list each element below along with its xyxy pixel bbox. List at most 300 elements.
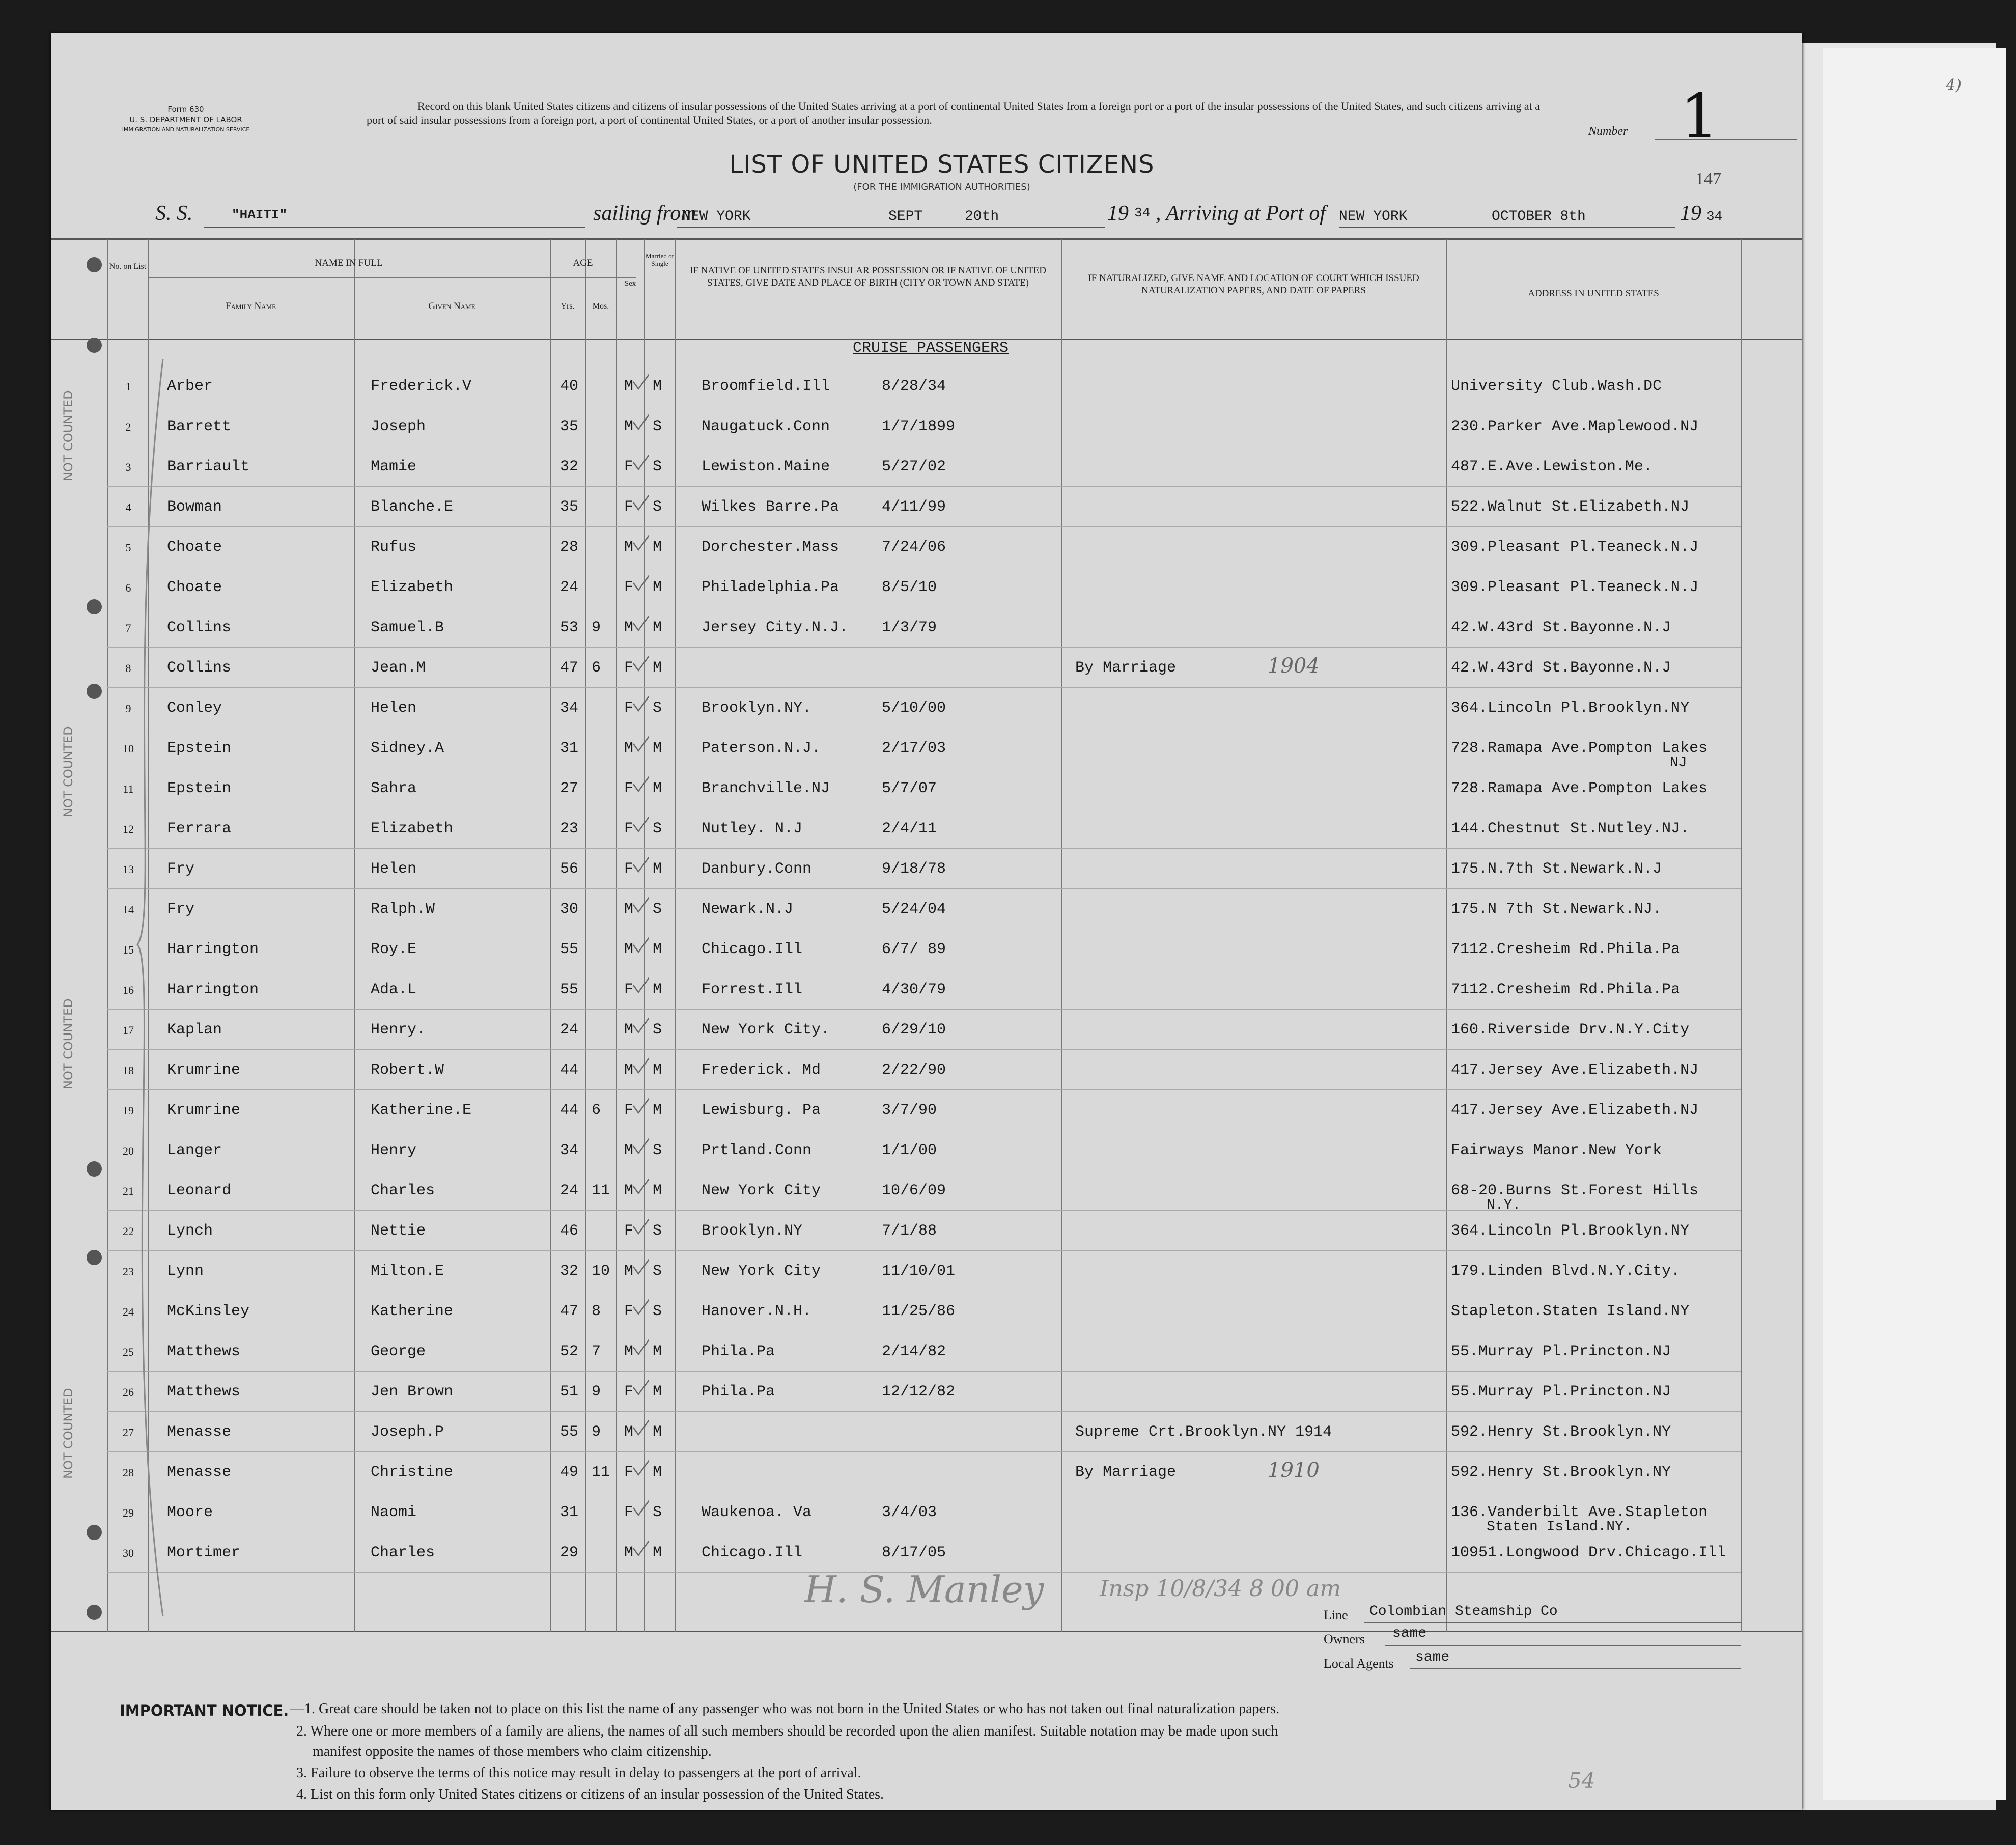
cell-address: 364.Lincoln Pl.Brooklyn.NY (1451, 1222, 1690, 1240)
cell-date: 11/25/86 (882, 1303, 956, 1320)
cell-given: Blanche.E (371, 498, 454, 516)
cell-family: Collins (167, 619, 232, 636)
header-address: ADDRESS IN UNITED STATES (1528, 288, 1659, 299)
department-name: U. S. DEPARTMENT OF LABOR (129, 115, 242, 124)
table-row (51, 1091, 1802, 1130)
cell-yrs: 47 (560, 659, 579, 677)
number-underline (1655, 139, 1797, 140)
cell-place: Phila.Pa (702, 1343, 775, 1360)
cell-nat: By Marriage (1075, 659, 1177, 677)
cell-address: 10951.Longwood Drv.Chicago.Ill (1451, 1544, 1726, 1561)
cell-sex: F (624, 1303, 634, 1320)
cell-yrs: 46 (560, 1222, 579, 1240)
cell-sex: M (624, 1021, 634, 1039)
row-rule (107, 687, 1741, 688)
cell-address: 417.Jersey Ave.Elizabeth.NJ (1451, 1061, 1699, 1079)
page-number: 147 (1695, 170, 1721, 188)
cell-family: Fry (167, 860, 195, 878)
row-rule (107, 1250, 1741, 1251)
cell-sex: F (624, 1504, 634, 1521)
cell-ms: M (653, 941, 662, 958)
pencil-check-icon (631, 894, 649, 915)
row-rule (107, 1089, 1741, 1090)
cell-date: 2/17/03 (882, 740, 946, 757)
from-port: NEW YORK (682, 209, 751, 225)
cell-given: Charles (371, 1544, 435, 1561)
pencil-check-icon (631, 372, 649, 392)
notice-heading: IMPORTANT NOTICE. (120, 1702, 289, 1719)
cell-ms: M (653, 1383, 662, 1401)
pencil-check-icon (631, 774, 649, 794)
cell-date: 9/18/78 (882, 860, 946, 878)
cell-address: 42.W.43rd St.Bayonne.N.J (1451, 659, 1671, 677)
cell-ms: S (653, 901, 662, 918)
cell-place: Nutley. N.J (702, 820, 803, 837)
cell-sex: M (624, 1423, 634, 1441)
cell-place: New York City (702, 1182, 821, 1199)
cell-date: 8/17/05 (882, 1544, 946, 1561)
cell-mos: 6 (592, 659, 601, 677)
cell-sex: M (624, 418, 634, 435)
cell-yrs: 24 (560, 579, 579, 596)
table-row (51, 889, 1802, 929)
cell-date: 3/4/03 (882, 1504, 937, 1521)
cell-given: Elizabeth (371, 820, 454, 837)
cell-address: 230.Parker Ave.Maplewood.NJ (1451, 418, 1699, 435)
cell-mos: 8 (592, 1303, 601, 1320)
pencil-check-icon (631, 1015, 649, 1036)
cell-no: 7 (125, 622, 131, 634)
cell-place: Prtland.Conn (702, 1142, 812, 1159)
header-mos: Mos. (592, 302, 609, 311)
cell-ms: M (653, 1102, 662, 1119)
cell-family: McKinsley (167, 1303, 250, 1320)
table-row (51, 487, 1802, 527)
cell-mos: 11 (592, 1182, 610, 1199)
cell-yrs: 44 (560, 1102, 579, 1119)
pencil-check-icon (631, 1136, 649, 1156)
cell-ms: M (653, 1464, 662, 1481)
cell-yrs: 55 (560, 941, 579, 958)
cell-no: 9 (125, 702, 131, 715)
cell-place: Paterson.N.J. (702, 740, 821, 757)
cell-ms: M (653, 740, 662, 757)
header-name-in-full: NAME IN FULL (315, 258, 383, 268)
pencil-check-icon (631, 693, 649, 714)
cell-nat: By Marriage (1075, 1464, 1177, 1481)
cell-no: 28 (123, 1466, 134, 1479)
cell-date: 10/6/09 (882, 1182, 946, 1199)
cell-family: Choate (167, 579, 222, 596)
cell-yrs: 30 (560, 901, 579, 918)
cell-no: 30 (123, 1547, 134, 1559)
cell-given: Ralph.W (371, 901, 435, 918)
pencil-check-icon (631, 452, 649, 472)
inspector-signature: H. S. Manley (804, 1568, 1044, 1611)
form-id-block (99, 104, 272, 135)
cell-mos: 9 (592, 1423, 601, 1441)
table-row (51, 1251, 1802, 1291)
cell-place: Phila.Pa (702, 1383, 775, 1401)
header-given-name: Given Name (428, 301, 475, 312)
cell-yrs: 52 (560, 1343, 579, 1360)
pencil-check-icon (631, 1498, 649, 1518)
cell-given: Charles (371, 1182, 435, 1199)
cell-ms: M (653, 1343, 662, 1360)
cell-address: 55.Murray Pl.Princton.NJ (1451, 1383, 1671, 1401)
cell-family: Choate (167, 539, 222, 556)
to-date: OCTOBER 8th (1492, 209, 1586, 225)
header-no: No. on List (109, 262, 147, 271)
cell-ms: S (653, 418, 662, 435)
cell-family: Lynch (167, 1222, 213, 1240)
cell-ms: S (653, 820, 662, 837)
cell-sex: M (624, 1343, 634, 1360)
table-row (51, 608, 1802, 648)
manifest-sheet (51, 33, 1802, 1810)
table-row (51, 688, 1802, 728)
cell-address-line2: Staten Island.NY. (1487, 1519, 1632, 1535)
cell-no: 20 (123, 1144, 134, 1157)
cell-yrs: 32 (560, 458, 579, 476)
form-subtitle: (FOR THE IMMIGRATION AUTHORITIES) (853, 182, 1030, 192)
cell-no: 8 (125, 662, 131, 675)
cell-family: Kaplan (167, 1021, 222, 1039)
cell-given: Naomi (371, 1504, 417, 1521)
cell-yrs: 32 (560, 1263, 579, 1280)
row-rule (107, 526, 1741, 527)
table-row (51, 407, 1802, 446)
cell-family: Krumrine (167, 1102, 241, 1119)
pencil-check-icon (631, 1256, 649, 1277)
cell-address: 7112.Cresheim Rd.Phila.Pa (1451, 981, 1681, 998)
cell-sex: F (624, 579, 634, 596)
cell-ms: M (653, 981, 662, 998)
cell-sex: M (624, 539, 634, 556)
cell-no: 22 (123, 1225, 134, 1238)
cell-family: Matthews (167, 1343, 241, 1360)
cell-ms: M (653, 1544, 662, 1561)
cell-date: 4/30/79 (882, 981, 946, 998)
cell-yrs: 31 (560, 740, 579, 757)
cell-date: 1/3/79 (882, 619, 937, 636)
header-yrs: Yrs. (561, 302, 575, 311)
from-year: 34 (1134, 205, 1151, 220)
table-row (51, 1010, 1802, 1050)
form-number: Form 630 (167, 105, 204, 114)
cell-date: 5/10/00 (882, 700, 946, 717)
cell-sex: F (624, 659, 634, 677)
from-day: 20th (965, 209, 999, 225)
arriving-label: , Arriving at Port of (1156, 202, 1326, 225)
cell-place: Forrest.Ill (702, 981, 803, 998)
row-rule (107, 888, 1741, 889)
form-title: LIST OF UNITED STATES CITIZENS (729, 150, 1155, 179)
cell-date: 12/12/82 (882, 1383, 956, 1401)
cell-given: Katherine.E (371, 1102, 472, 1119)
cell-given: Helen (371, 860, 417, 878)
cell-address: University Club.Wash.DC (1451, 378, 1662, 395)
table-row (51, 1211, 1802, 1251)
cell-family: Harrington (167, 941, 259, 958)
cell-yrs: 55 (560, 1423, 579, 1441)
cell-ms: M (653, 539, 662, 556)
cell-date: 6/29/10 (882, 1021, 946, 1039)
cell-yrs: 56 (560, 860, 579, 878)
to-year: 34 (1706, 209, 1723, 224)
header-age: AGE (573, 258, 593, 268)
notice-item-4: 4. List on this form only United States citizens or citizens of an insular possession of the United States. (296, 1786, 884, 1802)
line-value: Colombian Steamship Co (1369, 1604, 1558, 1619)
cell-yrs: 55 (560, 981, 579, 998)
cell-yrs: 31 (560, 1504, 579, 1521)
table-row (51, 447, 1802, 487)
cell-given: Jean.M (371, 659, 426, 677)
table-row (51, 367, 1802, 406)
notice-item-2-cont: manifest opposite the names of those members who claim citizenship. (313, 1744, 712, 1759)
cell-sex: F (624, 1102, 634, 1119)
cell-ms: M (653, 579, 662, 596)
cell-no: 25 (123, 1346, 134, 1358)
cell-place: Newark.N.J (702, 901, 794, 918)
notice-item-3: 3. Failure to observe the terms of this notice may result in delay to passengers at the port of arrival. (296, 1765, 861, 1781)
cell-family: Ferrara (167, 820, 232, 837)
cell-family: Lynn (167, 1263, 204, 1280)
cell-sex: F (624, 1464, 634, 1481)
cell-family: Bowman (167, 498, 222, 516)
cell-address: 42.W.43rd St.Bayonne.N.J (1451, 619, 1671, 636)
row-rule (107, 1371, 1741, 1372)
cell-sex: M (624, 740, 634, 757)
cell-place: Jersey City.N.J. (702, 619, 849, 636)
agents-underline (1410, 1668, 1741, 1669)
cell-ms: M (653, 619, 662, 636)
cell-no: 18 (123, 1064, 134, 1077)
pencil-check-icon (631, 935, 649, 955)
cell-family: Barrett (167, 418, 232, 435)
pencil-check-icon (631, 734, 649, 754)
pencil-check-icon (631, 975, 649, 995)
pencil-check-icon (631, 1096, 649, 1116)
cell-given: Mamie (371, 458, 417, 476)
cell-family: Barriault (167, 458, 250, 476)
cell-yrs: 47 (560, 1303, 579, 1320)
notice-body (290, 1701, 1792, 1810)
cell-given: Nettie (371, 1222, 426, 1240)
cell-ms: S (653, 1263, 662, 1280)
punch-hole (87, 1605, 102, 1620)
cell-place: Waukenoa. Va (702, 1504, 812, 1521)
cell-family: Collins (167, 659, 232, 677)
cell-family: Langer (167, 1142, 222, 1159)
to-port: NEW YORK (1339, 209, 1408, 225)
cell-given: Henry. (371, 1021, 426, 1039)
line-underline (1364, 1622, 1741, 1623)
cell-family: Leonard (167, 1182, 232, 1199)
punch-hole (87, 257, 102, 272)
pencil-check-icon (631, 1458, 649, 1478)
margin-stamp-not-counted: NOT COUNTED (61, 726, 75, 817)
pencil-check-icon (631, 533, 649, 553)
cell-yrs: 28 (560, 539, 579, 556)
cell-place: Lewisburg. Pa (702, 1102, 821, 1119)
cell-sex: F (624, 1383, 634, 1401)
footer-mark: 54 (1568, 1768, 1595, 1793)
cell-address: 175.N.7th St.Newark.N.J (1451, 860, 1662, 878)
header-naturalized: IF NATURALIZED, GIVE NAME AND LOCATION OF COURT WHICH ISSUED NATURALIZATION PAPERS, AND DATE OF PAPERS (1088, 273, 1419, 296)
cell-family: Moore (167, 1504, 213, 1521)
cell-no: 19 (123, 1104, 134, 1117)
cell-address: Fairways Manor.New York (1451, 1142, 1662, 1159)
cell-address-line2: NJ (1670, 755, 1687, 771)
cell-yrs: 34 (560, 700, 579, 717)
pencil-check-icon (631, 1216, 649, 1237)
cell-given: Rufus (371, 539, 417, 556)
agents-value: same (1415, 1650, 1450, 1665)
cell-date: 1/1/00 (882, 1142, 937, 1159)
table-row (51, 1412, 1802, 1452)
cell-sex: M (624, 1061, 634, 1079)
cell-address: 7112.Cresheim Rd.Phila.Pa (1451, 941, 1681, 958)
cell-mos: 11 (592, 1464, 610, 1481)
cell-place: Lewiston.Maine (702, 458, 830, 476)
cell-mos: 9 (592, 619, 601, 636)
cell-place: Frederick. Md (702, 1061, 821, 1079)
table-bottom-border (51, 1631, 1802, 1632)
service-name: IMMIGRATION AND NATURALIZATION SERVICE (122, 126, 250, 133)
cruise-passengers-heading: CRUISE PASSENGERS (853, 340, 1009, 357)
cell-given: Joseph (371, 418, 426, 435)
cell-family: Fry (167, 901, 195, 918)
table-row (51, 729, 1802, 771)
header-family-name: Family Name (225, 301, 276, 312)
blank-backing-sheet (1823, 48, 2006, 1800)
cell-no: 29 (123, 1506, 134, 1519)
cell-family: Matthews (167, 1383, 241, 1401)
cell-date: 3/7/90 (882, 1102, 937, 1119)
from-month: SEPT (888, 209, 923, 225)
sailing-label: sailing from (593, 202, 696, 225)
cell-place: Wilkes Barre.Pa (702, 498, 839, 516)
notice-item-1: —1. Great care should be taken not to place on this list the name of any passenger who was not born in the United States or who has not taken out final naturalization papers. (290, 1701, 1280, 1717)
header-birth: IF NATIVE OF UNITED STATES INSULAR POSSESSION OR IF NATIVE OF UNITED STATES, GIVE DATE AND PLACE OF BIRTH (CITY OR TOWN AND STATE) (690, 265, 1046, 288)
cell-given: Robert.W (371, 1061, 444, 1079)
cell-address: 179.Linden Blvd.N.Y.City. (1451, 1263, 1681, 1280)
cell-yrs: 40 (560, 378, 579, 395)
cell-no: 6 (125, 581, 131, 594)
pencil-check-icon (631, 412, 649, 432)
cell-sex: M (624, 1544, 634, 1561)
cell-place: Danbury.Conn (702, 860, 812, 878)
corner-mark: 4) (1946, 76, 1962, 94)
cell-address: 68-20.Burns St.Forest Hills (1451, 1182, 1699, 1199)
cell-address-line2: N.Y. (1487, 1197, 1521, 1213)
cell-address: 417.Jersey Ave.Elizabeth.NJ (1451, 1102, 1699, 1119)
row-rule (107, 1009, 1741, 1010)
row-rule (107, 848, 1741, 849)
cell-no: 15 (123, 943, 134, 956)
cell-no: 26 (123, 1386, 134, 1399)
cell-yrs: 44 (560, 1061, 579, 1079)
cell-ms: S (653, 1504, 662, 1521)
cell-mos: 9 (592, 1383, 601, 1401)
header-married: Married or Single (646, 252, 674, 267)
cell-date: 2/4/11 (882, 820, 937, 837)
cell-mos: 7 (592, 1343, 601, 1360)
table-row (51, 1332, 1802, 1372)
cell-date: 7/1/88 (882, 1222, 937, 1240)
cell-date: 5/24/04 (882, 901, 946, 918)
cell-no: 5 (125, 541, 131, 554)
cell-ms: S (653, 1142, 662, 1159)
cell-sex: M (624, 378, 634, 395)
cell-family: Epstein (167, 740, 232, 757)
pencil-check-icon (631, 814, 649, 834)
cell-yrs: 24 (560, 1182, 579, 1199)
table-row (51, 568, 1802, 607)
cell-address: 309.Pleasant Pl.Teaneck.N.J (1451, 579, 1699, 596)
cell-given: Roy.E (371, 941, 417, 958)
cell-given: Katherine (371, 1303, 454, 1320)
cell-yrs: 27 (560, 780, 579, 797)
cell-given: Ada.L (371, 981, 417, 998)
row-rule (107, 1049, 1741, 1050)
table-row (51, 930, 1802, 969)
pencil-check-icon (631, 492, 649, 513)
cell-ms: M (653, 1061, 662, 1079)
cell-family: Conley (167, 700, 222, 717)
owners-label: Owners (1324, 1632, 1365, 1646)
cell-yrs: 24 (560, 1021, 579, 1039)
pencil-check-icon (631, 1337, 649, 1357)
pencil-check-icon (631, 1377, 649, 1397)
owners-value: same (1392, 1626, 1427, 1641)
cell-given: Frederick.V (371, 378, 472, 395)
cell-address: Stapleton.Staten Island.NY (1451, 1303, 1690, 1320)
cell-ms: M (653, 1182, 662, 1199)
cell-sex: M (624, 941, 634, 958)
cell-address: 522.Walnut St.Elizabeth.NJ (1451, 498, 1690, 516)
pencil-check-icon (631, 1176, 649, 1196)
pencil-check-icon (631, 1538, 649, 1558)
cell-date: 5/27/02 (882, 458, 946, 476)
ship-name: "HAITI" (232, 207, 288, 222)
cell-no: 3 (125, 461, 131, 473)
cell-family: Mortimer (167, 1544, 241, 1561)
table-row (51, 1533, 1802, 1573)
cell-given: Sidney.A (371, 740, 444, 757)
cell-address: 728.Ramapa Ave.Pompton Lakes (1451, 740, 1708, 757)
cell-ms: S (653, 498, 662, 516)
notice-item-2: 2. Where one or more members of a family are aliens, the names of all such members should be recorded upon the alien manifest. Suitable notation may be made upon such (296, 1723, 1278, 1739)
cell-mos: 10 (592, 1263, 610, 1280)
cell-address: 728.Ramapa Ave.Pompton Lakes (1451, 780, 1708, 797)
name-header-divider (148, 277, 596, 278)
owners-underline (1385, 1645, 1741, 1646)
cell-sex: M (624, 1142, 634, 1159)
cell-given: Milton.E (371, 1263, 444, 1280)
cell-address: 136.Vanderbilt Ave.Stapleton (1451, 1504, 1708, 1521)
table-row (51, 849, 1802, 889)
cell-ms: S (653, 458, 662, 476)
to-underline (1339, 227, 1675, 228)
cell-no: 14 (123, 903, 134, 916)
cell-place: Brooklyn.NY. (702, 700, 812, 717)
cell-sex: M (624, 1263, 634, 1280)
cell-yrs: 53 (560, 619, 579, 636)
cell-address: 144.Chestnut St.Nutley.NJ. (1451, 820, 1690, 837)
row-rule (107, 647, 1741, 648)
